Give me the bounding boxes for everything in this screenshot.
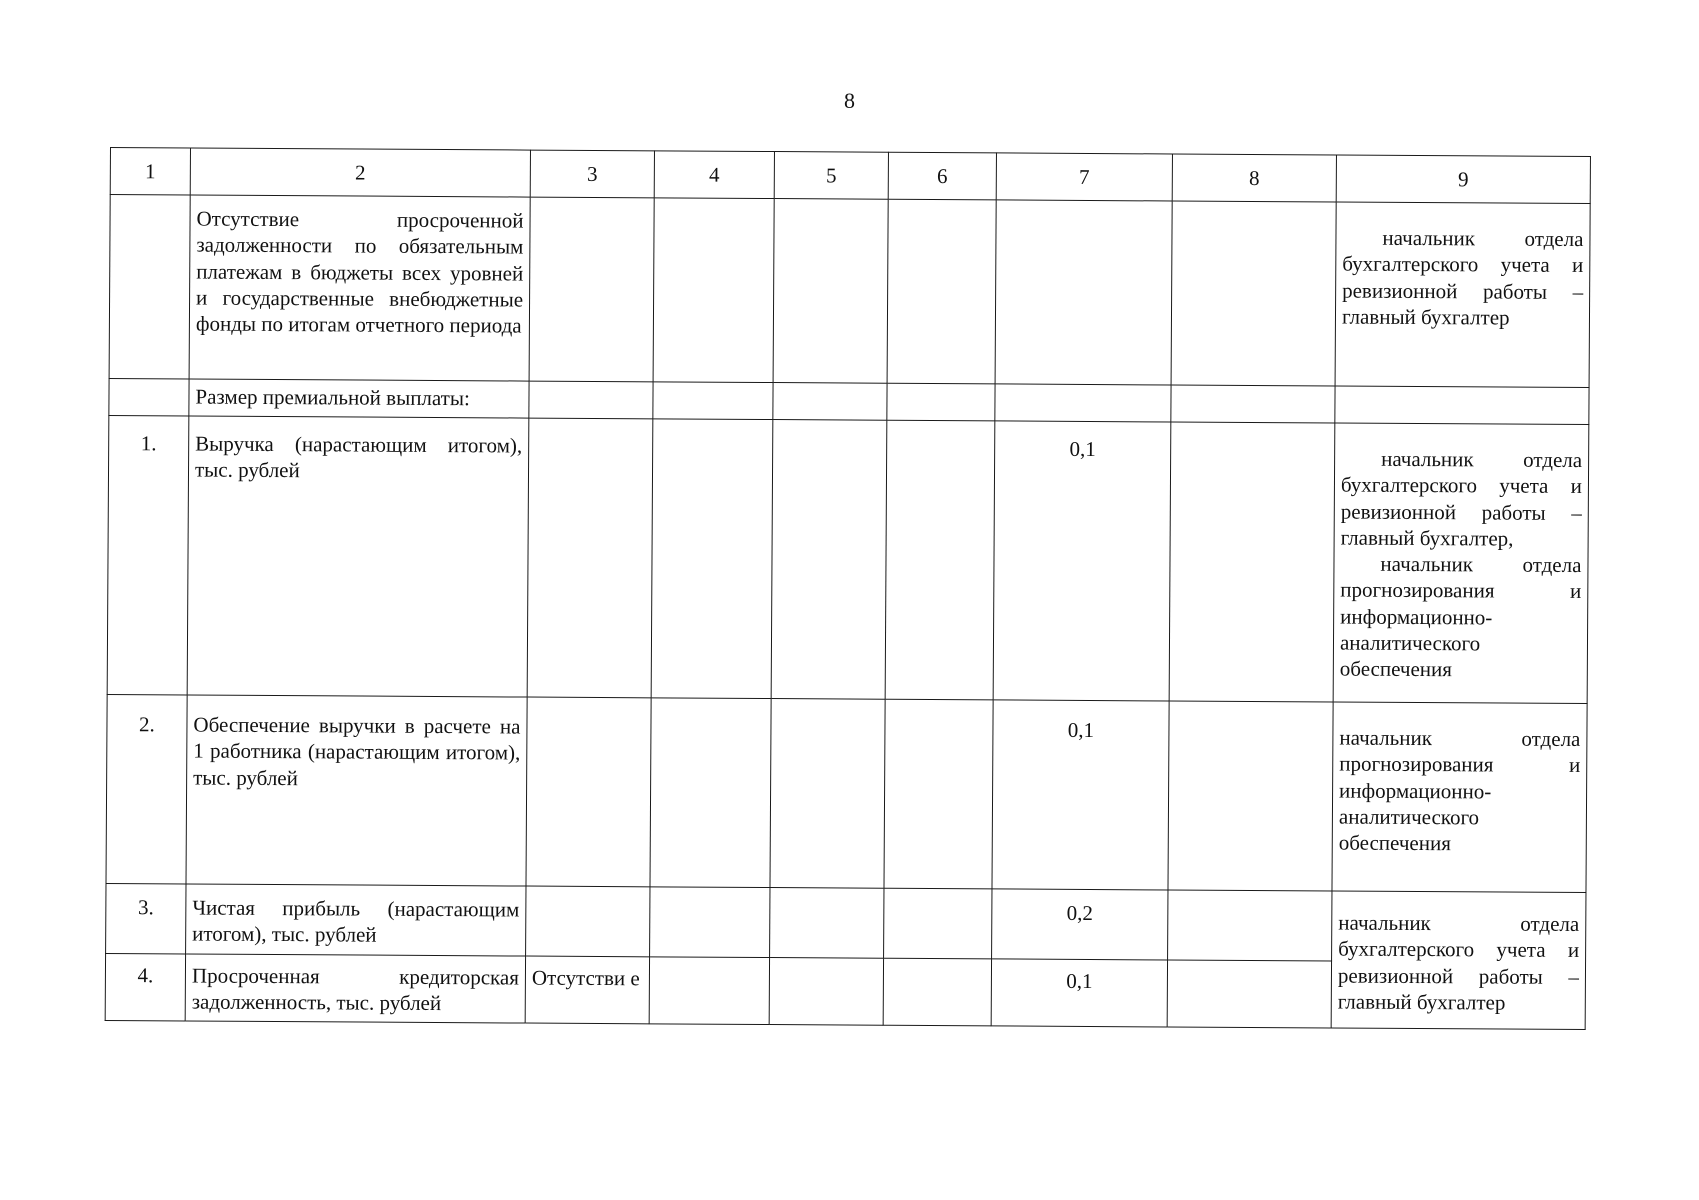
row-responsible: начальник отдела прогнозирования и информационно-аналитического обеспечения: [1332, 702, 1587, 893]
row-col3: Отсутстви е: [525, 956, 649, 1024]
header-col-3: 3: [530, 150, 654, 198]
row-col3: [529, 381, 653, 419]
empty-cell: [653, 382, 773, 420]
row-description: Просроченная кредиторская задолженность, тыс. рублей: [185, 953, 525, 1023]
empty-cell: [1168, 701, 1333, 891]
row-description: Обеспечение выручки в расчете на 1 работника (нарастающим итогом), тыс. рублей: [186, 695, 527, 886]
empty-cell: [649, 956, 769, 1024]
table-row: [106, 883, 1586, 962]
empty-cell: [770, 888, 884, 958]
row-number: 3.: [106, 883, 186, 953]
empty-cell: [887, 383, 995, 421]
empty-cell: [883, 958, 991, 1026]
empty-cell: [884, 699, 993, 889]
row-number: [109, 378, 189, 415]
row-value: 0,1: [992, 700, 1169, 890]
row-responsible: [1333, 423, 1589, 704]
empty-cell: [650, 887, 770, 957]
empty-cell: [887, 199, 996, 384]
row-value: 0,1: [993, 421, 1171, 701]
row-description: Выручка (нарастающим итогом), тыс. рублей: [187, 416, 529, 697]
header-col-6: 6: [888, 152, 996, 200]
header-col-8: 8: [1172, 154, 1336, 202]
row-responsible: начальник отдела бухгалтерского учета и ревизионной работы – главный бухгалтер: [1335, 202, 1590, 388]
row-description: Чистая прибыль (нарастающим итогом), тыс. рублей: [186, 884, 526, 956]
row-col3: [529, 197, 654, 382]
row-number: 2.: [106, 694, 187, 883]
empty-cell: [769, 957, 883, 1025]
empty-cell: [1167, 959, 1331, 1028]
table-row: [106, 694, 1587, 892]
empty-cell: [1171, 201, 1336, 386]
row-number: [109, 195, 190, 379]
empty-cell: [771, 420, 887, 700]
header-col-1: 1: [110, 148, 190, 195]
row-description: Размер премиальной выплаты:: [189, 379, 529, 418]
row-description: Отсутствие просроченной задолженности по обязательным платежам в бюджеты всех уровней и государственные внебюджетные фонды по итогам отчетного периода: [189, 195, 530, 381]
row-value: 0,2: [992, 889, 1168, 960]
row-responsible: начальник отдела бухгалтерского учета и ревизионной работы – главный бухгалтер: [1331, 891, 1586, 1030]
empty-cell: [770, 699, 885, 889]
row-number: 1.: [107, 415, 189, 694]
responsible-part-2: начальник отдела прогнозирования и информационно-аналитического обеспечения: [1339, 551, 1582, 682]
table-row: [107, 415, 1589, 703]
row-col3: [526, 697, 651, 887]
header-col-5: 5: [774, 152, 888, 200]
empty-cell: [773, 199, 888, 384]
empty-cell: [773, 383, 887, 421]
row-col3: [526, 886, 650, 956]
empty-cell: [885, 420, 995, 700]
row-value: [995, 384, 1171, 422]
row-number: 4.: [105, 953, 185, 1021]
row-value: 0,1: [991, 958, 1167, 1027]
row-value: [995, 200, 1172, 385]
header-col-2: 2: [190, 148, 530, 197]
page-number: 8: [844, 88, 855, 113]
empty-cell: [884, 888, 992, 958]
empty-cell: [1169, 422, 1335, 702]
empty-cell: [651, 419, 773, 699]
row-col3: [527, 418, 653, 698]
table-row: [109, 195, 1590, 388]
responsible-part-1: начальник отдела бухгалтерского учета и ревизионной работы – главный бухгалтер,: [1340, 446, 1583, 551]
header-col-7: 7: [996, 153, 1172, 201]
empty-cell: [1168, 890, 1332, 961]
empty-cell: [650, 698, 771, 888]
header-col-4: 4: [654, 151, 774, 199]
indicators-table: [105, 147, 1591, 1030]
row-responsible: [1335, 386, 1589, 425]
empty-cell: [1171, 385, 1335, 423]
header-col-9: 9: [1336, 155, 1590, 204]
empty-cell: [653, 198, 774, 383]
